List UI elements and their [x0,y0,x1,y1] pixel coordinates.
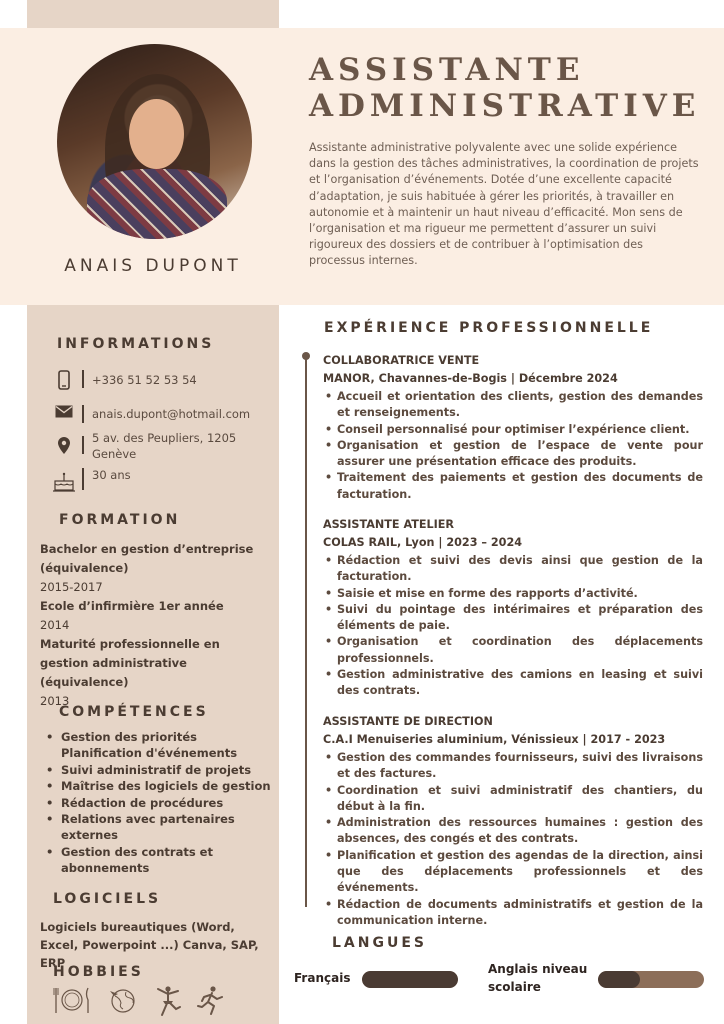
job-tasks [323,553,703,700]
skill-item: • Gestion des contrats et abonnements [46,844,216,877]
profile-photo [57,44,252,239]
task-item: • Accueil et orientation des clients, gestion des demandes et renseignements. [323,389,703,422]
software-list: Logiciels bureautiques (Word, Excel, Powerpoint ...) Canva, SAP, ERP [40,920,259,970]
task-item: • Traitement des paiements et gestion des documents de facturation. [323,470,703,503]
job-company: MANOR, Chavannes-de-Bogis | Décembre 2024 [323,372,618,385]
job-company: COLAS RAIL, Lyon | 2023 – 2024 [323,536,523,549]
age: 30 ans [92,468,131,482]
task-item: • Conseil personnalisé pour optimiser l’expérience client. [323,422,703,438]
phone-icon [50,370,78,390]
skill-item: • Rédaction de procédures [46,795,271,811]
job-role: ASSISTANTE ATELIER [323,518,455,531]
formation-title: FORMATION [59,512,181,528]
degree-years: 2013 [40,694,70,708]
degree: Ecole d’infirmière 1er année [40,599,224,613]
degree: Bachelor en gestion d’entreprise (équivalence) [40,542,254,575]
profile-summary: Assistante administrative polyvalente avec une solide expérience dans la gestion des tâches administratives, la coordination de projets et l’organisation d’événements. Dotée d’une excellente capacité d’adaptation, je suis habituée à gérer les priorités, à travailler en autonomie et à maintenir un haut niveau d’efficacité. Mon sens de l’organisation et ma rigueur me permettent d’assurer un suivi rigoureux des dossiers et de contribuer à l’optimisation des processus internes. [309,141,699,268]
skill-item: • Gestion des priorités Planification d'événements [46,729,246,762]
task-item: • Organisation et gestion de l’espace de vente pour assurer une présentation efficace des produits. [323,438,703,471]
hobbies-icons [52,985,224,1017]
logiciels-title: LOGICIELS [53,891,162,907]
info-age [50,468,131,492]
informations-title: INFORMATIONS [57,336,215,352]
language-level-bar [598,971,704,988]
formation-item [40,540,270,597]
formation-item [40,597,270,635]
task-item: • Administration des ressources humaines : gestion des absences, des congés et des contrats. [323,815,703,848]
birthday-cake-icon [50,468,78,492]
experience-timeline [305,355,307,907]
job-title-line2: ADMINISTRATIVE [309,88,701,124]
phone-number: +336 51 52 53 54 [92,373,197,387]
skills-list [46,729,271,877]
competences-title: COMPÉTENCES [59,704,209,720]
job-role: COLLABORATRICE VENTE [323,354,480,367]
info-address [50,430,252,462]
info-phone [50,370,197,390]
language-level-bar [362,971,458,988]
degree-years: 2015-2017 [40,580,103,594]
language-level-fill [362,971,458,988]
job-title-line1: ASSISTANTE [309,52,585,88]
mail-icon [50,405,78,418]
running-icon [196,985,224,1017]
task-item: • Planification et gestion des agendas de la direction, ainsi que des déplacements professionnels et des événements. [323,848,703,897]
dance-icon [154,985,182,1017]
job-tasks [323,750,703,929]
task-item: • Coordination et suivi administratif des chantiers, du début à la fin. [323,783,703,816]
email-address: anais.dupont@hotmail.com [92,407,251,421]
skill-item: • Maîtrise des logiciels de gestion [46,778,271,794]
postal-address: 5 av. des Peupliers, 1205 Genève [92,431,237,461]
task-item: • Rédaction et suivi des devis ainsi que gestion de la facturation. [323,553,703,586]
job-tasks [323,389,703,503]
experience-title: EXPÉRIENCE PROFESSIONNELLE [324,320,654,336]
job-title [309,52,700,124]
info-email [50,405,250,423]
task-item: • Gestion des commandes fournisseurs, suivi des livraisons et des factures. [323,750,703,783]
job-entry [323,517,703,700]
job-entry [323,353,703,503]
formation-item [40,635,270,711]
task-item: • Saisie et mise en forme des rapports d’activité. [323,586,703,602]
language-label: Anglais niveau scolaire [488,962,588,994]
task-item: • Rédaction de documents administratifs et gestion de la communication interne. [323,897,703,930]
travel-globe-icon [106,985,140,1017]
degree: Maturité professionnelle en gestion administrative (équivalence) [40,637,220,689]
job-role: ASSISTANTE DE DIRECTION [323,715,493,728]
langues-title: LANGUES [332,935,427,951]
task-item: • Gestion administrative des camions en leasing et suivi des contrats. [323,667,703,700]
skill-item: • Relations avec partenaires externes [46,811,236,844]
dining-icon [52,985,92,1017]
language-label: Français [294,971,351,985]
skill-item: • Suivi administratif de projets [46,762,271,778]
language-level-fill [598,971,640,988]
job-entry [323,714,703,929]
degree-years: 2014 [40,618,70,632]
location-icon [50,430,78,454]
hobbies-title: HOBBIES [53,964,144,980]
task-item: • Suivi du pointage des intérimaires et préparation des éléments de paie. [323,602,703,635]
candidate-name: ANAIS DUPONT [64,256,242,276]
job-company: C.A.I Menuiseries aluminium, Vénissieux | 2017 - 2023 [323,733,666,746]
task-item: • Organisation et coordination des déplacements professionnels. [323,634,703,667]
